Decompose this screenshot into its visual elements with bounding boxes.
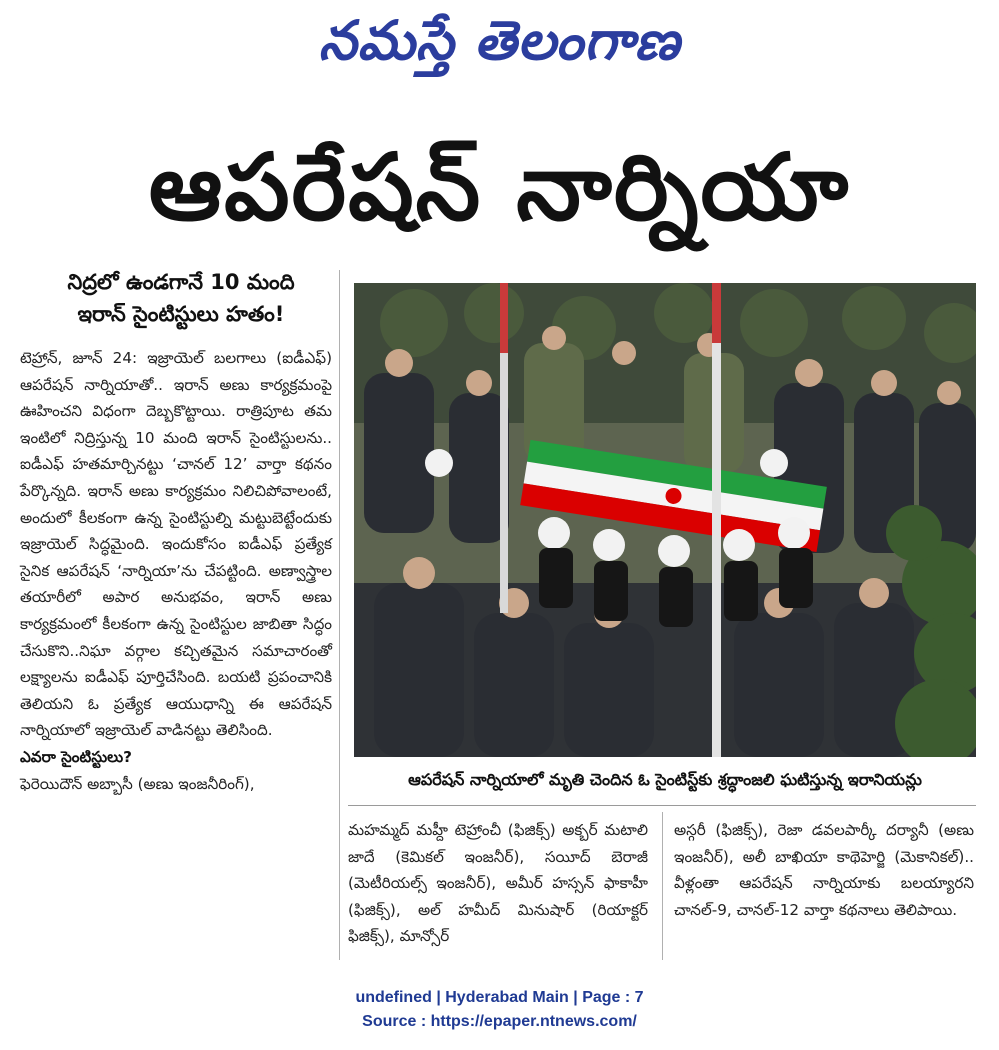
- article-column-3: [674, 817, 974, 923]
- article-column-1: [20, 345, 332, 797]
- source-link[interactable]: Source : https://epaper.ntnews.com/: [362, 1013, 637, 1030]
- photo-caption: ఆపరేషన్ నార్నియాలో మృతి చెందిన ఓ సైంటిస్ట్‌కు శ్రద్ధాంజలి ఘటిస్తున్న ఇరానియన్లు: [408, 770, 922, 789]
- subheading-line-2: ఇరాన్ సైంటిస్టులు హతం!: [77, 302, 285, 326]
- subheading-line-1: నిద్రలో ఉండగానే 10 మంది: [67, 270, 295, 294]
- article-column-2: [348, 817, 648, 950]
- funeral-photo-illustration: [354, 283, 976, 757]
- funeral-photo: [354, 283, 976, 757]
- article-subheading: [16, 266, 346, 330]
- article-paragraph: మహమ్మద్ మహ్దీ టెహ్రాంచీ (ఫిజిక్స్) అక్బర్ మటాలి జాదే (కెమికల్ ఇంజనీర్), సయీద్ బెరాజీ (మెటీరియల్స్ ఇంజనీర్), అమీర్ హస్సన్ ఫాకాహీ (ఫిజిక్స్), అల్ హమీద్ మినుషార్ (రియాక్టర్ ఫిజిక్స్), మాన్సోర్: [348, 821, 648, 946]
- newspaper-masthead: నమస్తే తెలంగాణ: [318, 9, 681, 72]
- column-divider: [339, 270, 340, 960]
- caption-divider: [348, 805, 976, 806]
- column-divider: [662, 812, 663, 960]
- section-question-heading: ఎవరా సైంటిస్టులు?: [20, 747, 132, 766]
- article-paragraph: అస్గరీ (ఫిజిక్స్), రెజా డవలపార్కీ దర్యానీ (అణు ఇంజనీర్), అలీ బాఖియా కాథెహెర్జి (మెకానికల్).. వీళ్లంతా ఆపరేషన్ నార్నియాకు బలయ్యారని చానల్-9, చానల్-12 వార్తా కథనాలు తెలిపాయి.: [674, 821, 974, 919]
- edition-info: undefined | Hyderabad Main | Page : 7: [355, 989, 644, 1006]
- page-headline: ఆపరేషన్ నార్నియా: [148, 134, 851, 241]
- article-paragraph: ఫెరెయిదౌన్ అబ్బాసీ (అణు ఇంజనీరింగ్),: [20, 774, 255, 793]
- epaper-footer: [0, 986, 999, 1034]
- article-paragraph: టెహ్రాన్, జూన్ 24: ఇజ్రాయెల్ బలగాలు (ఐడీఎఫ్) ఆపరేషన్ నార్నియాతో.. ఇరాన్ అణు కార్యక్రమంపై ఊహించని విధంగా దెబ్బకొట్టాయి. రాత్రిపూట తమ ఇంటిలో నిద్రిస్తున్న 10 మంది ఇరాన్ సైంటిస్టులను.. ఐడీఎఫ్ హతమార్చినట్టు ‘చానల్ 12’ వార్తా కథనం పేర్కొన్నది. ఇరాన్ అణు కార్యక్రమం నిలిచిపోవాలంటే, అందులో కీలకంగా ఉన్న సైంటిస్టుల్ని మట్టుబెట్టేందుకు ఇజ్రాయెల్ సిద్ధమైంది. ఇందుకోసం ఐడీఎఫ్ ప్రత్యేక సైనిక ఆపరేషన్ ‘నార్నియా’ను చేపట్టింది. అణ్వాస్త్రాల తయారీలో అపార అనుభవం, ఇరాన్ అణు కార్యక్రమంలో కీలకంగా ఉన్న సైంటిస్టుల జాబితా సిద్ధం చేసుకొని..నిఘా వర్గాల కచ్చితమైన సమాచారంతో లక్ష్యాలను ఐడీఎఫ్ పూర్తిచేసింది. బయటి ప్రపంచానికి తెలియని ఓ ప్రత్యేక ఆయుధాన్ని ఈ ఆపరేషన్ నార్నియాలో ఇజ్రాయెల్ వాడినట్టు తెలిసింది.: [20, 349, 332, 740]
